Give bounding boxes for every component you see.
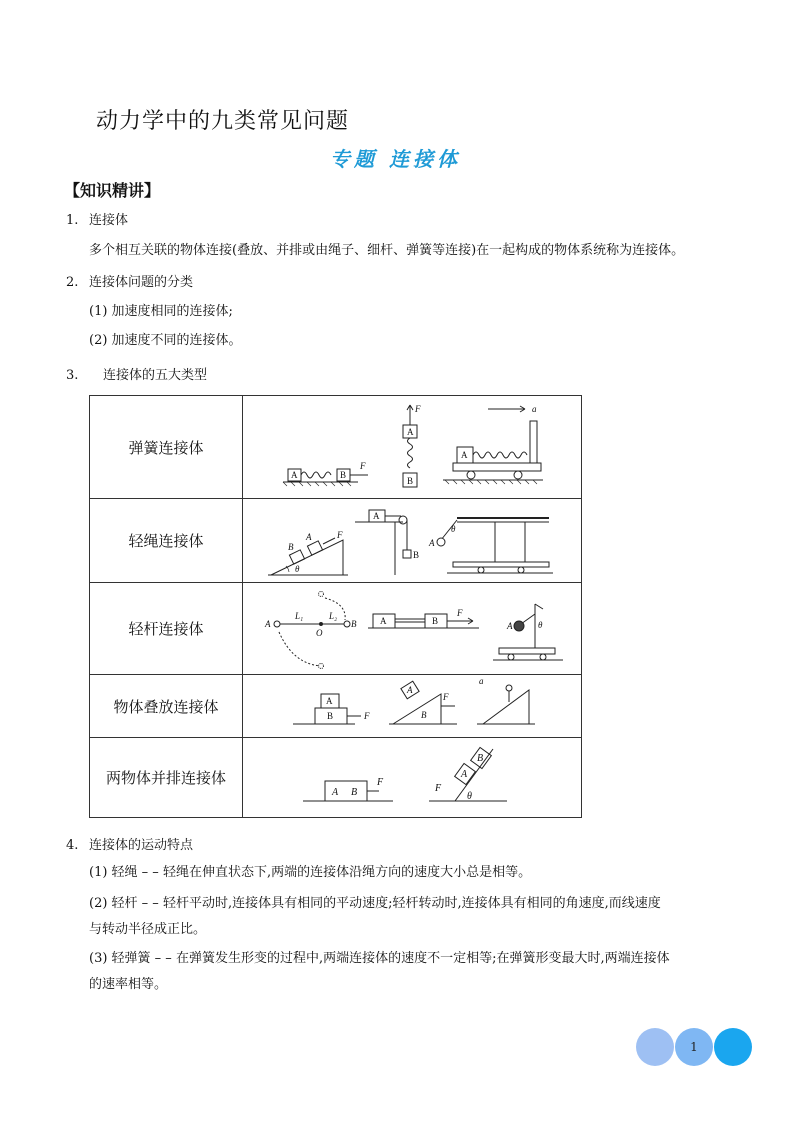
item-3-number: 3. xyxy=(66,368,79,383)
connector-types-table xyxy=(89,395,582,818)
fig-label: L₁ xyxy=(295,610,304,621)
row-label-spring: 弹簧连接体 xyxy=(90,396,243,499)
item-1-heading: 连接体 xyxy=(89,213,129,228)
fig-label: F xyxy=(415,403,421,414)
section-heading: 【知识精讲】 xyxy=(64,181,161,200)
fig-label: a xyxy=(479,675,484,686)
fig-rod xyxy=(243,583,582,675)
fig-rope xyxy=(243,499,582,583)
rod-diagram xyxy=(243,584,581,674)
fig-spring xyxy=(243,396,582,499)
fig-label: A xyxy=(429,537,435,548)
fig-label: A xyxy=(306,531,312,542)
fig-label: F xyxy=(360,460,366,471)
rope-diagram xyxy=(243,500,581,582)
fig-label: θ xyxy=(467,790,472,802)
item-4-line-1: (1) 轻绳 – – 轻绳在伸直状态下,两端的连接体沿绳方向的速度大小总是相等。 xyxy=(89,865,532,880)
item-3-heading: 连接体的五大类型 xyxy=(103,368,208,383)
row-label-rod: 轻杆连接体 xyxy=(90,583,243,675)
fig-label: A xyxy=(291,469,298,480)
fig-label: B xyxy=(407,475,414,486)
item-2-line-2: (2) 加速度不同的连接体。 xyxy=(89,333,242,348)
fig-stacked xyxy=(243,675,582,738)
table-row xyxy=(90,738,582,818)
fig-label: B xyxy=(288,541,294,552)
row-label-rope: 轻绳连接体 xyxy=(90,499,243,583)
fig-label: O xyxy=(316,627,323,638)
item-4-line-3: 与转动半径成正比。 xyxy=(89,922,207,937)
stacked-diagram xyxy=(243,676,581,737)
decor-circle xyxy=(636,1028,674,1066)
document-subtitle: 专题 连接体 xyxy=(330,147,461,171)
fig-label: F xyxy=(337,529,343,540)
fig-label: A xyxy=(265,618,271,629)
item-4-line-5: 的速率相等。 xyxy=(89,977,168,992)
row-label-side-by-side: 两物体并排连接体 xyxy=(90,738,243,818)
fig-label: B xyxy=(432,615,439,626)
table-row xyxy=(90,396,582,499)
item-1-number: 1. xyxy=(66,213,79,228)
fig-label: B xyxy=(351,786,358,798)
fig-label: B xyxy=(477,752,484,764)
fig-label: A xyxy=(407,426,414,437)
fig-label: θ xyxy=(295,563,300,574)
item-2-number: 2. xyxy=(66,275,79,290)
document-title: 动力学中的九类常见问题 xyxy=(96,109,350,134)
row-label-stacked: 物体叠放连接体 xyxy=(90,675,243,738)
item-1-text: 多个相互关联的物体连接(叠放、并排或由绳子、细杆、弹簧等连接)在一起构成的物体系统称为连接体。 xyxy=(89,243,685,258)
fig-label: F xyxy=(377,776,384,788)
fig-label: A xyxy=(461,768,468,780)
fig-label: F xyxy=(457,607,463,618)
fig-label: A xyxy=(380,615,387,626)
fig-label: A xyxy=(407,684,413,695)
fig-label: θ xyxy=(538,619,543,630)
fig-label: B xyxy=(327,710,334,721)
fig-label: B xyxy=(421,709,427,720)
page-number: 1 xyxy=(675,1028,713,1066)
side-by-side-diagram xyxy=(243,739,581,817)
fig-label: θ xyxy=(451,523,456,534)
item-4-line-2: (2) 轻杆 – – 轻杆平动时,连接体具有相同的平动速度;轻杆转动时,连接体具有相同的角速度,而线速度 xyxy=(89,896,661,911)
page-number-badge xyxy=(636,1028,752,1066)
fig-label: B xyxy=(340,469,347,480)
fig-label: A xyxy=(461,449,468,460)
spring-diagram xyxy=(243,397,581,498)
fig-label: a xyxy=(532,403,537,414)
fig-label: F xyxy=(364,710,370,721)
item-2-heading: 连接体问题的分类 xyxy=(89,275,194,290)
table-row xyxy=(90,675,582,738)
fig-label: F xyxy=(443,691,449,702)
fig-side-by-side xyxy=(243,738,582,818)
fig-label: F xyxy=(435,782,442,794)
item-4-number: 4. xyxy=(66,838,79,853)
item-4-heading: 连接体的运动特点 xyxy=(89,838,194,853)
fig-label: A xyxy=(326,695,333,706)
fig-label: A xyxy=(373,510,380,521)
fig-label: B xyxy=(351,618,357,629)
fig-label: B xyxy=(413,549,420,560)
fig-label: A xyxy=(507,620,513,631)
decor-circle xyxy=(714,1028,752,1066)
item-4-line-4: (3) 轻弹簧 – – 在弹簧发生形变的过程中,两端连接体的速度不一定相等;在弹簧形变最大时,两端连接体 xyxy=(89,951,670,966)
table-row xyxy=(90,499,582,583)
table-row xyxy=(90,583,582,675)
fig-label: A xyxy=(332,786,339,798)
fig-label: L₂ xyxy=(329,610,338,621)
item-2-line-1: (1) 加速度相同的连接体; xyxy=(89,304,233,319)
